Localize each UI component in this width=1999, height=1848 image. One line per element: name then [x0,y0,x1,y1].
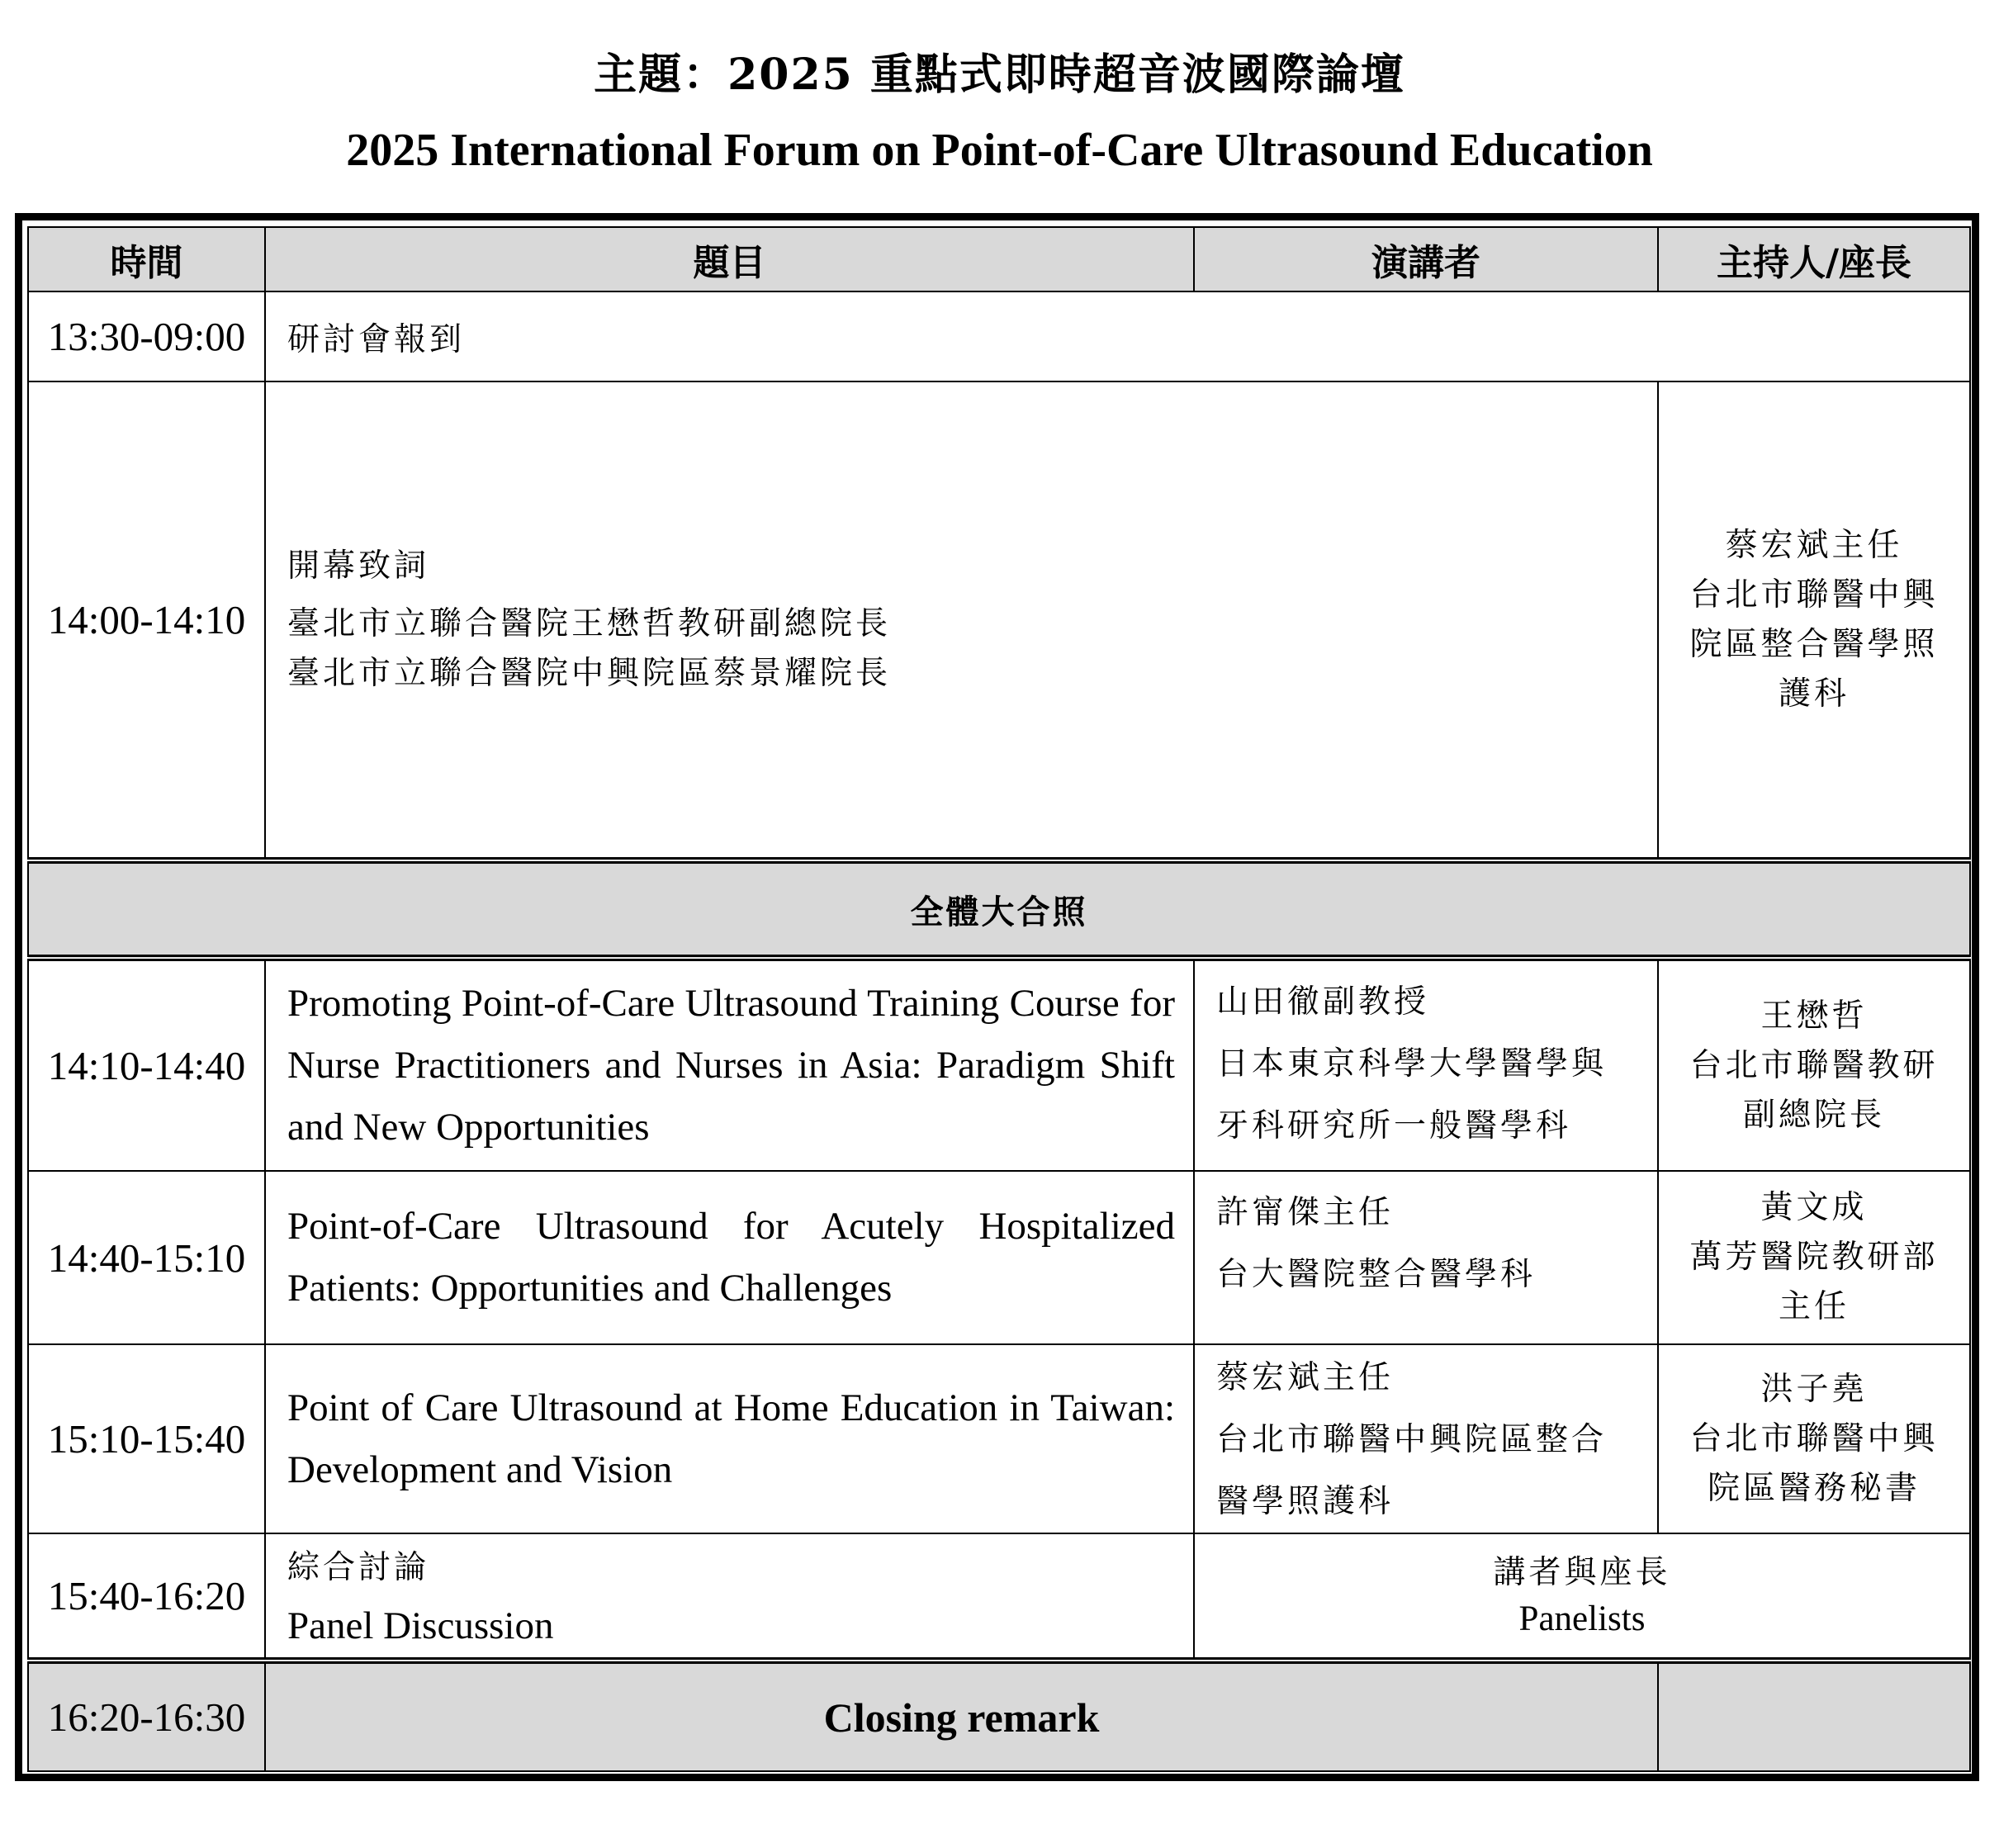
opening-host-line: 台北市聯醫中興 [1689,576,1939,614]
talk1-row [28,958,1970,1171]
talk3-speaker [1194,1344,1658,1533]
header-host: 主持人/座長 [1658,227,1970,291]
talk3-row [28,1344,1970,1533]
schedule-table [27,226,1971,1772]
opening-time: 14:00-14:10 [28,381,265,860]
opening-topic-line: 開幕致詞 [287,547,430,585]
title-chinese: 主題：2025 重點式即時超音波國際論壇 [594,50,1405,100]
talk1-speaker [1194,958,1658,1171]
header-topic: 題目 [265,227,1194,291]
talk2-host-line: 主任 [1778,1288,1850,1325]
talk2-topic: Point-of-Care Ultrasound for Acutely Hospitalized Patients: Opportunities and Challenges [265,1171,1194,1344]
talk3-speaker-line: 醫學照護科 [1216,1483,1395,1520]
opening-topic-line: 臺北市立聯合醫院中興院區蔡景耀院長 [287,654,892,692]
talk1-speaker-line: 山田徹副教授 [1216,983,1430,1021]
talk3-topic: Point of Care Ultrasound at Home Education in Taiwan: Development and Vision [265,1344,1194,1533]
talk2-speaker [1194,1171,1658,1344]
talk1-host-line: 王懋哲 [1760,997,1868,1035]
opening-host-line: 院區整合醫學照 [1689,625,1939,663]
panel-topic-en: Panel Discussion [287,1604,554,1647]
panel-row [28,1533,1970,1661]
talk3-time: 15:10-15:40 [28,1344,265,1533]
opening-topic [265,381,1658,860]
opening-host [1658,381,1970,860]
registration-time: 13:30-09:00 [28,291,265,381]
panel-topic-zh: 綜合討論 [287,1549,430,1586]
header-row [28,227,1970,291]
header-time: 時間 [28,227,265,291]
talk1-host-line: 台北市聯醫教研 [1689,1046,1939,1084]
talk3-host-line: 院區醫務秘書 [1707,1469,1921,1507]
talk3-speaker-line: 台北市聯醫中興院區整合 [1216,1421,1608,1458]
opening-row [28,381,1970,860]
header-speaker: 演講者 [1194,227,1658,291]
talk1-host [1658,958,1970,1171]
opening-topic-line: 臺北市立聯合醫院王懋哲教研副總院長 [287,604,892,642]
talk2-speaker-line: 許甯傑主任 [1216,1194,1395,1231]
group-photo-label: 全體大合照 [28,860,1970,958]
panel-topic [265,1533,1194,1661]
title-english: 2025 International Forum on Point-of-Care Ultrasound Education [346,125,1653,176]
talk2-host-line: 黃文成 [1760,1189,1868,1226]
closing-time: 16:20-16:30 [28,1661,265,1771]
talk2-row [28,1171,1970,1344]
opening-host-line: 護科 [1778,675,1850,713]
talk2-speaker-line: 台大醫院整合醫學科 [1216,1256,1537,1293]
registration-row [28,291,1970,381]
talk3-speaker-line: 蔡宏斌主任 [1216,1359,1395,1396]
talk2-time: 14:40-15:10 [28,1171,265,1344]
panel-time: 15:40-16:20 [28,1533,265,1661]
talk1-time: 14:10-14:40 [28,958,265,1171]
talk2-host [1658,1171,1970,1344]
talk1-speaker-line: 牙科研究所一般醫學科 [1216,1107,1572,1144]
talk1-host-line: 副總院長 [1742,1096,1885,1134]
closing-topic: Closing remark [265,1661,1658,1771]
panelists-en: Panelists [1518,1599,1646,1638]
group-photo-row [28,860,1970,958]
talk3-host-line: 台北市聯醫中興 [1689,1419,1939,1457]
closing-host [1658,1661,1970,1771]
panel-panelists [1194,1533,1970,1661]
panelists-zh: 講者與座長 [1493,1553,1671,1591]
talk1-speaker-line: 日本東京科學大學醫學與 [1216,1045,1608,1083]
closing-row [28,1661,1970,1771]
opening-host-line: 蔡宏斌主任 [1725,526,1903,564]
talk3-host [1658,1344,1970,1533]
talk3-host-line: 洪子堯 [1760,1370,1868,1408]
registration-topic: 研討會報到 [265,291,1970,381]
talk2-host-line: 萬芳醫院教研部 [1689,1239,1939,1276]
talk1-topic: Promoting Point-of-Care Ultrasound Training Course for Nurse Practitioners and Nurses in Asia: Paradigm Shift and New Opportunities [265,958,1194,1171]
